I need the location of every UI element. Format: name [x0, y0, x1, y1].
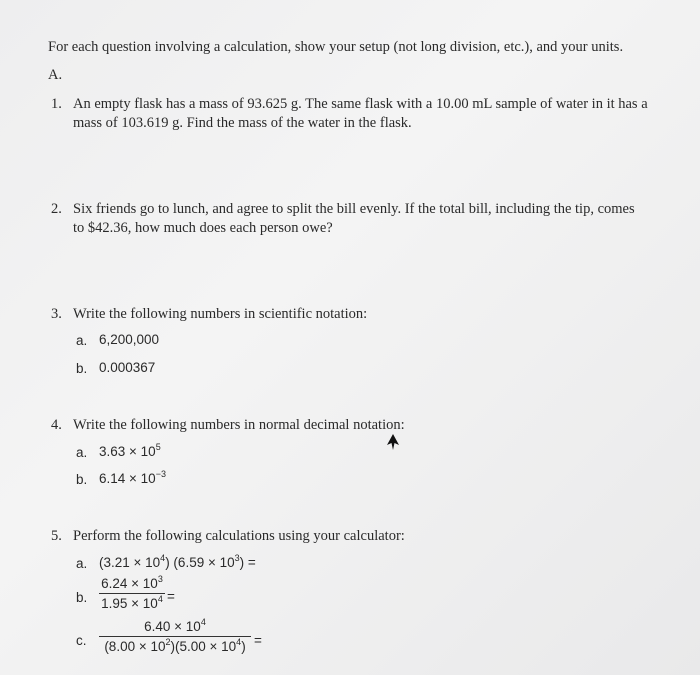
q5a-part3: ) =: [239, 555, 256, 570]
q4-number: 4.: [51, 417, 62, 433]
q5a-label: a.: [76, 556, 88, 571]
q5c-num-exp: 4: [200, 617, 206, 627]
q3b-value: 0.000367: [99, 360, 156, 375]
q3a-value: 6,200,000: [99, 332, 160, 347]
q2-line1: Six friends go to lunch, and agree to split the bill evenly. If the total bill, including the tip, comes: [73, 201, 635, 217]
q5c-den-part2: )(5.00 × 10: [170, 639, 237, 654]
q5a-exp1: 4: [160, 553, 166, 563]
q2-number: 2.: [51, 201, 62, 217]
q4b-exponent: −3: [155, 469, 166, 479]
q5b-num-exp: 3: [157, 574, 163, 584]
instructions: For each question involving a calculation, show your setup (not long division, etc.), and your units.: [48, 39, 624, 55]
q3a-label: a.: [76, 333, 88, 348]
q5b-equals: =: [167, 589, 175, 604]
q5c-numerator: [99, 619, 251, 634]
q5c-denominator: [99, 639, 251, 654]
q1-line1: An empty flask has a mass of 93.625 g. The same flask with a 10.00 mL sample of water in it has a: [73, 96, 648, 112]
q5c-num-base: 6.40 × 10: [144, 619, 201, 634]
q5c-equals: =: [254, 633, 262, 648]
q4a-base: 3.63 × 10: [99, 444, 156, 459]
q2-line2: to $42.36, how much does each person owe?: [73, 220, 333, 236]
q3b-label: b.: [76, 361, 88, 376]
q5b-fraction: [99, 576, 165, 611]
q4b-expression: [99, 471, 166, 486]
q5a-expression: [99, 555, 256, 570]
q5c-den-exp2: 4: [236, 637, 242, 647]
q3-text: Write the following numbers in scientific notation:: [73, 306, 368, 322]
q5a-part2: ) (6.59 × 10: [165, 555, 235, 570]
q1-number: 1.: [51, 96, 62, 112]
q5c-fraction-bar: [99, 636, 251, 637]
q4b-base: 6.14 × 10: [99, 471, 156, 486]
section-heading: A.: [48, 67, 63, 83]
q5a-exp2: 3: [234, 553, 240, 563]
q4b-label: b.: [76, 472, 88, 487]
q5b-den-base: 1.95 × 10: [101, 596, 158, 611]
q4-text: Write the following numbers in normal decimal notation:: [73, 417, 405, 433]
q5b-label: b.: [76, 590, 88, 605]
q5c-label: c.: [76, 633, 87, 648]
q5b-num-base: 6.24 × 10: [101, 576, 158, 591]
q4a-label: a.: [76, 445, 88, 460]
q5-number: 5.: [51, 528, 62, 544]
q5c-den-exp1: 2: [165, 637, 171, 647]
mouse-pointer-icon: [386, 433, 400, 456]
q4a-exponent: 5: [155, 442, 161, 452]
q5b-numerator: [99, 576, 165, 591]
q5a-part1: (3.21 × 10: [99, 555, 161, 570]
q5c-fraction: [99, 619, 251, 654]
q5-text: Perform the following calculations using your calculator:: [73, 528, 405, 544]
q3-number: 3.: [51, 306, 62, 322]
q5c-den-part3: ): [241, 639, 246, 654]
q4a-expression: [99, 444, 161, 459]
q5b-fraction-bar: [99, 593, 165, 594]
q5b-den-exp: 4: [157, 594, 163, 604]
q5c-den-part1: (8.00 × 10: [104, 639, 166, 654]
q1-line2: mass of 103.619 g. Find the mass of the water in the flask.: [73, 115, 412, 131]
q5b-denominator: [99, 596, 165, 611]
